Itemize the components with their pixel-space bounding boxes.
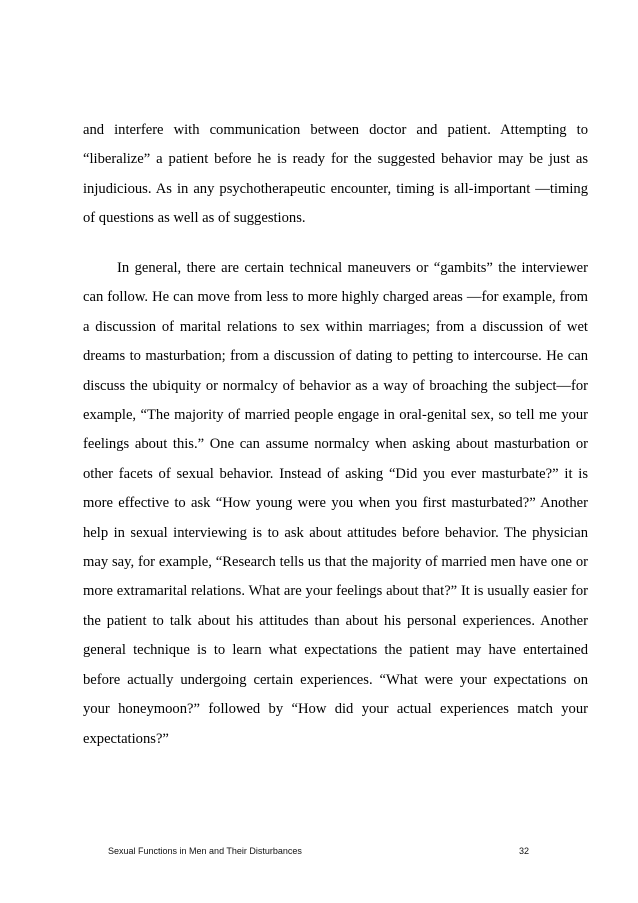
footer-book-title: Sexual Functions in Men and Their Disturbances: [108, 846, 302, 856]
footer-page-number: 32: [519, 846, 530, 856]
body-paragraph-2: In general, there are certain technical maneuvers or “gambits” the interviewer can follow. He can move from less to more highly charged areas —for example, from a discussion of marital relations to sex within marriages; from a discussion of wet dreams to masturbation; from a discussion of dating to petting to intercourse. He can discuss the ubiquity or normalcy of behavior as a way of broaching the subject—for example, “The majority of married people engage in oral-genital sex, so tell me your feelings about this.” One can assume normalcy when asking about masturbation or other facets of sexual behavior. Instead of asking “Did you ever masturbate?” it is more effective to ask “How young were you when you first masturbated?” Another help in sexual interviewing is to ask about attitudes before behavior. The physician may say, for example, “Research tells us that the majority of married men have one or more extramarital relations. What are your feelings about that?” It is usually easier for the patient to talk about his attitudes than about his personal experiences. Another general technique is to learn what expectations the patient may have entertained before actually undergoing certain experiences. “What were your expectations on your honeymoon?” followed by “How did your actual experiences match your expectations?”: [83, 260, 588, 747]
body-paragraph-1: and interfere with communication between doctor and patient. Attempting to “liberalize” a patient before he is ready for the suggested behavior may be just as injudicious. As in any psychotherapeutic encounter, timing is all-important —timing of questions as well as of suggestions.: [83, 122, 588, 227]
